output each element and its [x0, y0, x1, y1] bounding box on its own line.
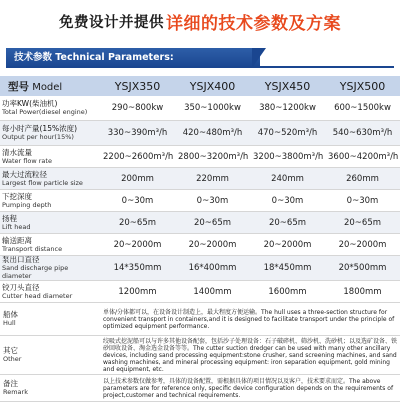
table-cell: 0~30m — [175, 190, 250, 212]
note-label-zh: 备注 — [3, 379, 18, 388]
table-cell: 20~65m — [250, 212, 325, 234]
table-cell: 20~2000m — [175, 234, 250, 256]
table-cell: 18*450mm — [250, 256, 325, 281]
promo-banner — [0, 0, 400, 42]
row-label-zh: 扬程 — [2, 213, 17, 223]
row-label — [0, 121, 100, 146]
header-label — [0, 76, 100, 96]
table-cell: 1400mm — [175, 281, 250, 303]
table-row — [0, 190, 400, 212]
model-header: YSJX350 — [100, 76, 175, 96]
table-cell: 350~1000kw — [175, 96, 250, 121]
note-text: 以上技术参数仅做参考，具体的设备配置，需根据具体的项目情况以及客户，技术要求而定。The above parameters are for reference only, specific device configuration depends on the requirements of project,customer and technical requirements. — [100, 375, 400, 402]
row-label-en: Output per hour(15%) — [2, 133, 74, 141]
table-cell: 380~1200kw — [250, 96, 325, 121]
row-label-en: Lift head — [2, 222, 31, 231]
table-cell: 20~2000m — [100, 234, 175, 256]
table-cell: 2800~3200m³/h — [175, 146, 250, 168]
row-label — [0, 96, 100, 121]
note-text: 绞吸式挖泥船可以与许多其他设备配套，包括沙子处理设备：石子破碎机、筛沙机、洗砂机；以及选矿设备、铁砂回收设备、淘金选金设备等等。The cutter suction dredger can be used with many other ancillary devices, including sand processing equipment:stone crusher, sand screening machines, and sand washing machines, and mineral processing equipment: iron separation equipment, gold mining and equipment, etc. — [100, 336, 400, 375]
note-label — [0, 375, 100, 402]
table-cell: 20~65m — [175, 212, 250, 234]
table-cell: 1800mm — [325, 281, 400, 303]
row-label-zh: 下挖深度 — [2, 191, 32, 201]
note-label-en: Remark — [3, 388, 28, 396]
note-row — [0, 303, 400, 336]
table-row — [0, 96, 400, 121]
note-row — [0, 375, 400, 402]
table-cell: 220mm — [175, 168, 250, 190]
table-row — [0, 121, 400, 146]
row-label-en: Pumping depth — [2, 200, 52, 209]
note-label-en: Other — [3, 355, 22, 363]
row-label-zh: 泵出口直径 — [2, 255, 40, 264]
row-label — [0, 234, 100, 256]
note-label-zh: 船体 — [3, 310, 18, 319]
row-label — [0, 256, 100, 281]
table-row — [0, 212, 400, 234]
note-label — [0, 303, 100, 336]
table-cell: 20~65m — [100, 212, 175, 234]
row-label-en: Cutter head diameter — [2, 291, 73, 300]
table-cell: 20~65m — [325, 212, 400, 234]
note-label-en: Hull — [3, 319, 16, 327]
note-label-zh: 其它 — [3, 346, 18, 355]
row-label — [0, 281, 100, 303]
table-cell: 290~800kw — [100, 96, 175, 121]
header-label-zh: 型号 — [8, 80, 29, 93]
table-cell: 3600~4200m³/h — [325, 146, 400, 168]
row-label-en: Transport distance — [2, 244, 63, 253]
row-label-zh: 清水流量 — [2, 147, 32, 157]
row-label-en: Sand discharge pipe diameter — [2, 264, 69, 280]
section-rule — [6, 66, 394, 68]
section-header — [0, 48, 400, 68]
table-cell: 470~520m³/h — [250, 121, 325, 146]
table-cell: 1200mm — [100, 281, 175, 303]
table-cell: 0~30m — [250, 190, 325, 212]
spec-table — [0, 76, 400, 402]
table-cell: 330~390m³/h — [100, 121, 175, 146]
row-label — [0, 168, 100, 190]
table-row — [0, 234, 400, 256]
table-cell: 16*400mm — [175, 256, 250, 281]
table-cell: 20~2000m — [325, 234, 400, 256]
table-row — [0, 168, 400, 190]
banner-text-parameters: 详细的技术参数及方案 — [166, 13, 341, 34]
table-cell: 0~30m — [325, 190, 400, 212]
table-header-row — [0, 76, 400, 96]
row-label — [0, 212, 100, 234]
row-label — [0, 146, 100, 168]
model-header: YSJX400 — [175, 76, 250, 96]
table-cell: 1600mm — [250, 281, 325, 303]
table-cell: 3200~3800m³/h — [250, 146, 325, 168]
table-cell: 240mm — [250, 168, 325, 190]
table-cell: 20*500mm — [325, 256, 400, 281]
table-cell: 200mm — [100, 168, 175, 190]
model-header: YSJX450 — [250, 76, 325, 96]
row-label-en: Water flow rate — [2, 156, 52, 165]
header-label-en: Model — [32, 81, 63, 93]
table-cell: 420~480m³/h — [175, 121, 250, 146]
note-label — [0, 336, 100, 375]
row-label-zh: 输送距离 — [2, 235, 32, 245]
table-cell: 0~30m — [100, 190, 175, 212]
section-tab-tail — [252, 48, 266, 68]
table-row — [0, 281, 400, 303]
table-cell: 540~630m³/h — [325, 121, 400, 146]
row-label — [0, 190, 100, 212]
row-label-zh: 功率KW(柴油机) — [2, 99, 58, 108]
row-label-en: Largest flow particle size — [2, 178, 83, 187]
table-cell: 260mm — [325, 168, 400, 190]
banner-text-free-design: 免费设计并提供 — [59, 14, 164, 31]
table-row — [0, 256, 400, 281]
row-label-zh: 铰刀头直径 — [2, 282, 40, 292]
table-row — [0, 146, 400, 168]
table-cell: 20~2000m — [250, 234, 325, 256]
row-label-zh: 每小时产量(15%浓度) — [2, 124, 78, 133]
model-header: YSJX500 — [325, 76, 400, 96]
note-row — [0, 336, 400, 375]
row-label-zh: 最大过流粒径 — [2, 169, 47, 179]
table-cell: 600~1500kw — [325, 96, 400, 121]
note-text: 单体/分体都可以，在设备设计制造上，最大程度方便运输。The hull uses a three-section structure for convenient transport in containers,and it is designed to facilitate transport under the principle of optimized equipment performance. — [100, 303, 400, 336]
table-cell: 14*350mm — [100, 256, 175, 281]
row-label-en: Total Power(diesel engine) — [2, 108, 88, 116]
table-cell: 2200~2600m³/h — [100, 146, 175, 168]
section-title: 技术参数 Technical Parameters: — [6, 48, 260, 68]
